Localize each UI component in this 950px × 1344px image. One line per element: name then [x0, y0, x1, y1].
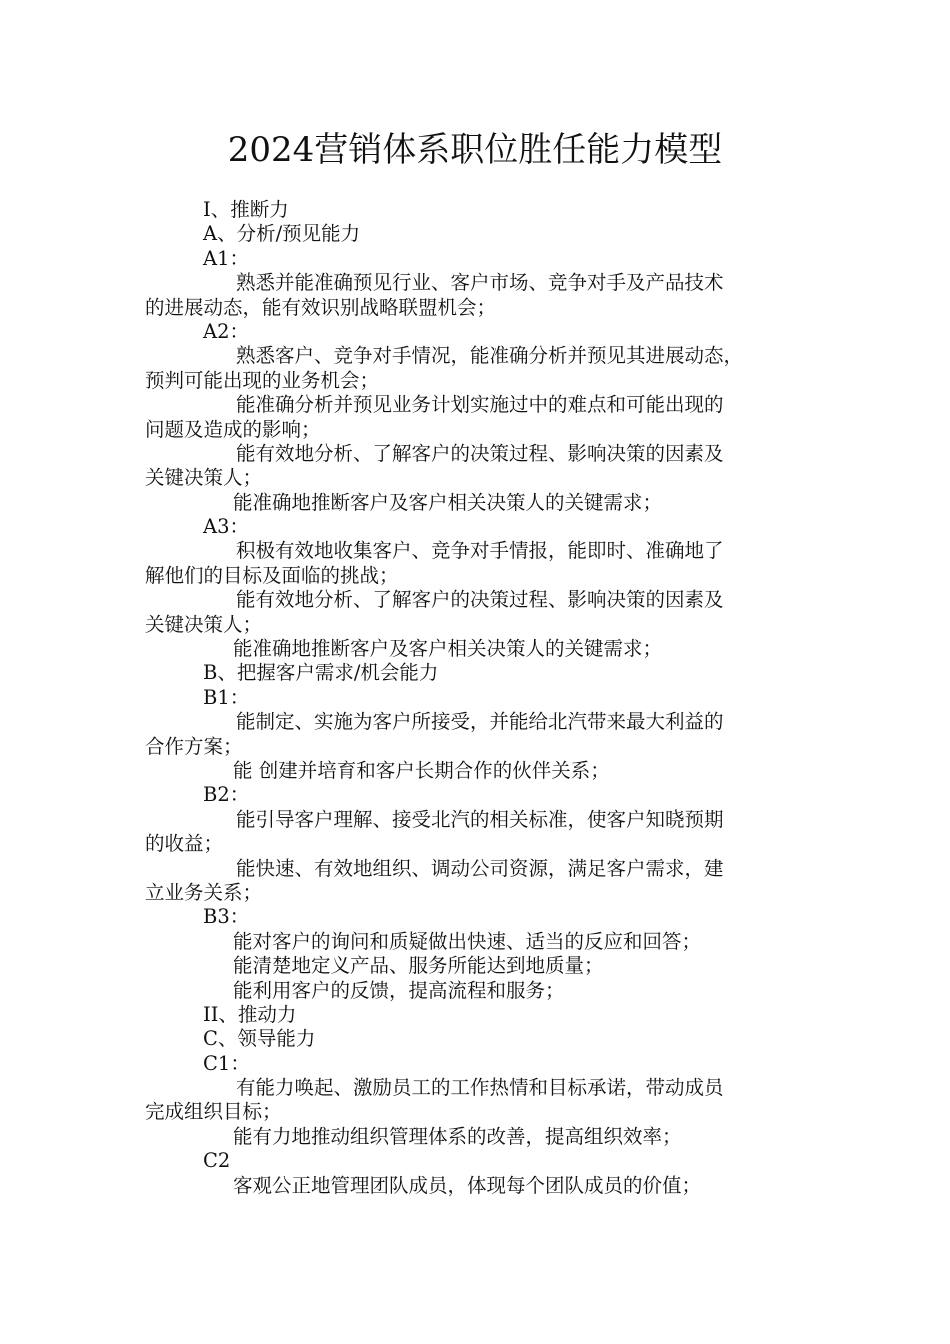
paragraph-line: 熟悉客户、竞争对手情况，能准确分析并预见其进展动态，	[236, 344, 744, 368]
paragraph-line: 关键决策人；	[145, 466, 263, 490]
section-heading: B3：	[203, 905, 250, 929]
document-body	[145, 198, 810, 1198]
section-heading: A、分析/预见能力	[203, 222, 361, 246]
paragraph-line: 预判可能出现的业务机会；	[145, 368, 380, 392]
paragraph-line: 能对客户的询问和质疑做出快速、适当的反应和回答；	[233, 929, 702, 953]
paragraph-line: 问题及造成的影响；	[145, 417, 321, 441]
paragraph-line: 完成组织目标；	[145, 1100, 282, 1124]
document-title: 2024营销体系职位胜任能力模型	[227, 130, 723, 170]
paragraph-line: 能有效地分析、了解客户的决策过程、影响决策的因素及	[236, 588, 724, 612]
paragraph-line: 能利用客户的反馈，提高流程和服务；	[233, 978, 565, 1002]
section-heading: A3：	[203, 515, 249, 539]
paragraph-line: 客观公正地管理团队成员，体现每个团队成员的价值；	[233, 1173, 702, 1197]
paragraph-line: 能 创建并培育和客户长期合作的伙伴关系；	[233, 758, 610, 782]
paragraph-line: 能准确分析并预见业务计划实施过中的难点和可能出现的	[236, 393, 724, 417]
paragraph-line: 能制定、实施为客户所接受，并能给北汽带来最大利益的	[236, 710, 724, 734]
paragraph-line: 能快速、有效地组织、调动公司资源，满足客户需求，建	[236, 856, 724, 880]
paragraph-line: 立业务关系；	[145, 880, 263, 904]
paragraph-line: 能准确地推断客户及客户相关决策人的关键需求；	[233, 637, 663, 661]
section-heading: C1：	[203, 1051, 250, 1075]
section-heading: B1：	[203, 685, 250, 709]
paragraph-line: 关键决策人；	[145, 612, 263, 636]
section-heading: B2：	[203, 783, 250, 807]
paragraph-line: 的进展动态，能有效识别战略联盟机会；	[145, 295, 497, 319]
section-heading: I、推断力	[203, 198, 289, 221]
paragraph-line: 能清楚地定义产品、服务所能达到地质量；	[233, 954, 604, 978]
section-heading: C、领导能力	[203, 1027, 316, 1051]
paragraph-line: 能有力地推动组织管理体系的改善，提高组织效率；	[233, 1124, 682, 1148]
paragraph-line: 有能力唤起、激励员工的工作热情和目标承诺，带动成员	[236, 1076, 724, 1100]
paragraph-line: 能有效地分析、了解客户的决策过程、影响决策的因素及	[236, 441, 724, 465]
paragraph-line: 能准确地推断客户及客户相关决策人的关键需求；	[233, 490, 663, 514]
section-heading: A2：	[203, 319, 249, 343]
paragraph-line: 合作方案；	[145, 734, 243, 758]
paragraph-line: 解他们的目标及面临的挑战；	[145, 563, 399, 587]
section-heading: A1：	[203, 246, 249, 270]
paragraph-line: 的收益；	[145, 832, 224, 856]
paragraph-line: 能引导客户理解、接受北汽的相关标准，使客户知晓预期	[236, 807, 724, 831]
paragraph-line: 熟悉并能准确预见行业、客户市场、竞争对手及产品技术	[236, 271, 724, 295]
section-heading: B、把握客户需求/机会能力	[203, 661, 439, 685]
section-heading: C2	[203, 1149, 231, 1173]
section-heading: II、推动力	[203, 1002, 297, 1026]
paragraph-line: 积极有效地收集客户、竞争对手情报，能即时、准确地了	[236, 539, 724, 563]
